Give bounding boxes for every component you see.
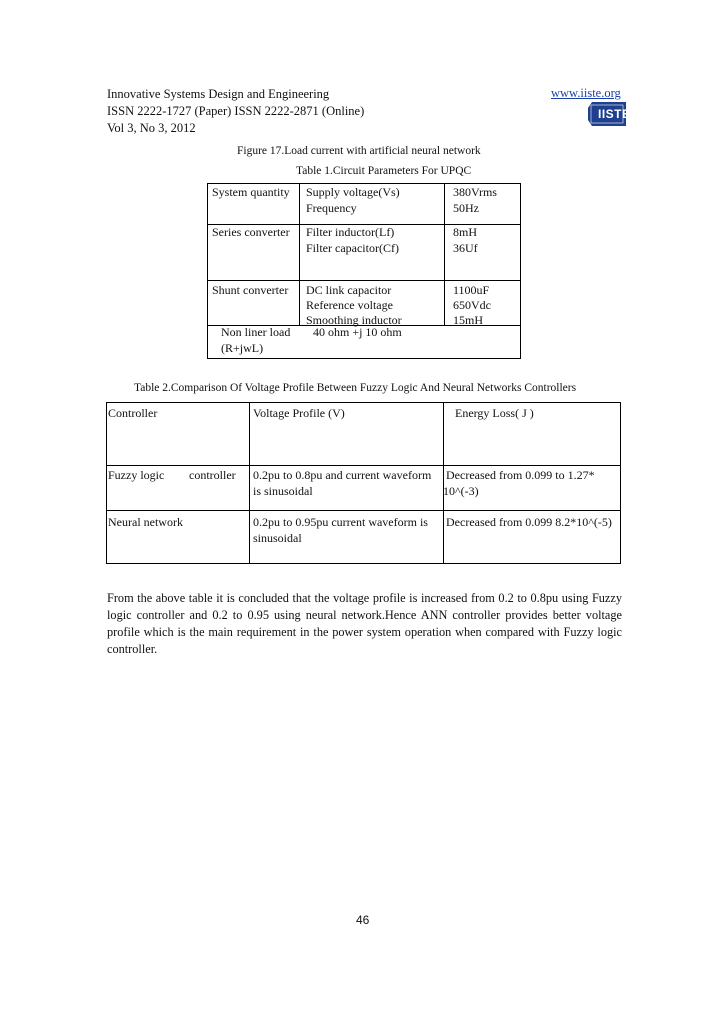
table2-voltage: 0.2pu to 0.8pu and current waveform (253, 468, 432, 482)
table1-quantity: (R+jwL) (221, 341, 264, 355)
table2-controller: Neural network (108, 515, 183, 529)
table1-quantity: System quantity (212, 185, 290, 199)
table2-divider (107, 510, 620, 511)
table1-value: 15mH (453, 313, 483, 327)
table1-caption: Table 1.Circuit Parameters For UPQC (296, 165, 472, 177)
table2-energy: Decreased from 0.099 to 1.27* (446, 468, 595, 482)
table1-param: Frequency (306, 201, 357, 215)
table1-value: 50Hz (453, 201, 479, 215)
table2-energy: Decreased from 0.099 8.2*10^(-5) (446, 515, 612, 529)
table2-divider (249, 403, 250, 563)
table1-param: Filter inductor(Lf) (306, 225, 395, 239)
table1-param: Supply voltage(Vs) (306, 185, 400, 199)
table1-divider (444, 184, 445, 325)
table2-voltage: sinusoidal (253, 531, 302, 545)
table1-param: 40 ohm +j 10 ohm (313, 325, 402, 339)
table1-value: 1100uF (453, 283, 490, 297)
table1-quantity: Shunt converter (212, 283, 289, 297)
running-header (107, 86, 364, 137)
table2 (106, 402, 621, 564)
issn-line: ISSN 2222-1727 (Paper) ISSN 2222-2871 (Online) (107, 104, 365, 118)
volume-line: Vol 3, No 3, 2012 (107, 121, 196, 135)
table2-voltage: 0.2pu to 0.95pu current waveform is (253, 515, 428, 529)
table1-param: Filter capacitor(Cf) (306, 241, 399, 255)
body-paragraph: From the above table it is concluded that the voltage profile is increased from 0.2 to 0.8pu using Fuzzy logic controller and 0.2 to 0.95 using neural network.Hence ANN controller provides better voltage profile which is the main requirement in the power system operation when compared with Fuzzy logic controller. (107, 591, 622, 656)
table1-value: 8mH (453, 225, 477, 239)
table2-voltage: is sinusoidal (253, 484, 313, 498)
table1-value: 36Uf (453, 241, 478, 255)
logo-text: IISTE (598, 107, 631, 121)
table1-value: 650Vdc (453, 298, 491, 312)
page-number: 46 (356, 913, 370, 927)
figure-caption: Figure 17.Load current with artificial neural network (237, 145, 481, 157)
table2-header: Energy Loss( J ) (455, 406, 534, 420)
journal-name: Innovative Systems Design and Engineering (107, 87, 330, 101)
table1-quantity: Non liner load (221, 325, 291, 339)
table2-controller: controller (189, 468, 236, 482)
table2-header: Controller (108, 406, 158, 420)
table1-divider (299, 184, 300, 325)
table2-caption: Table 2.Comparison Of Voltage Profile Between Fuzzy Logic And Neural Networks Controllers (134, 382, 577, 394)
table1-param: DC link capacitor (306, 283, 392, 297)
table2-divider (107, 465, 620, 466)
table2-energy: 10^(-3) (443, 484, 479, 498)
table1-param: Smoothing inductor (306, 313, 402, 327)
journal-url-link[interactable]: www.iiste.org (551, 86, 621, 100)
table2-header: Voltage Profile (V) (253, 406, 345, 420)
table1-param: Reference voltage (306, 298, 393, 312)
table2-controller: Fuzzy logic (108, 468, 165, 482)
table1-quantity: Series converter (212, 225, 290, 239)
table1 (207, 183, 521, 359)
table1-divider (208, 280, 520, 281)
table1-value: 380Vrms (453, 185, 497, 199)
